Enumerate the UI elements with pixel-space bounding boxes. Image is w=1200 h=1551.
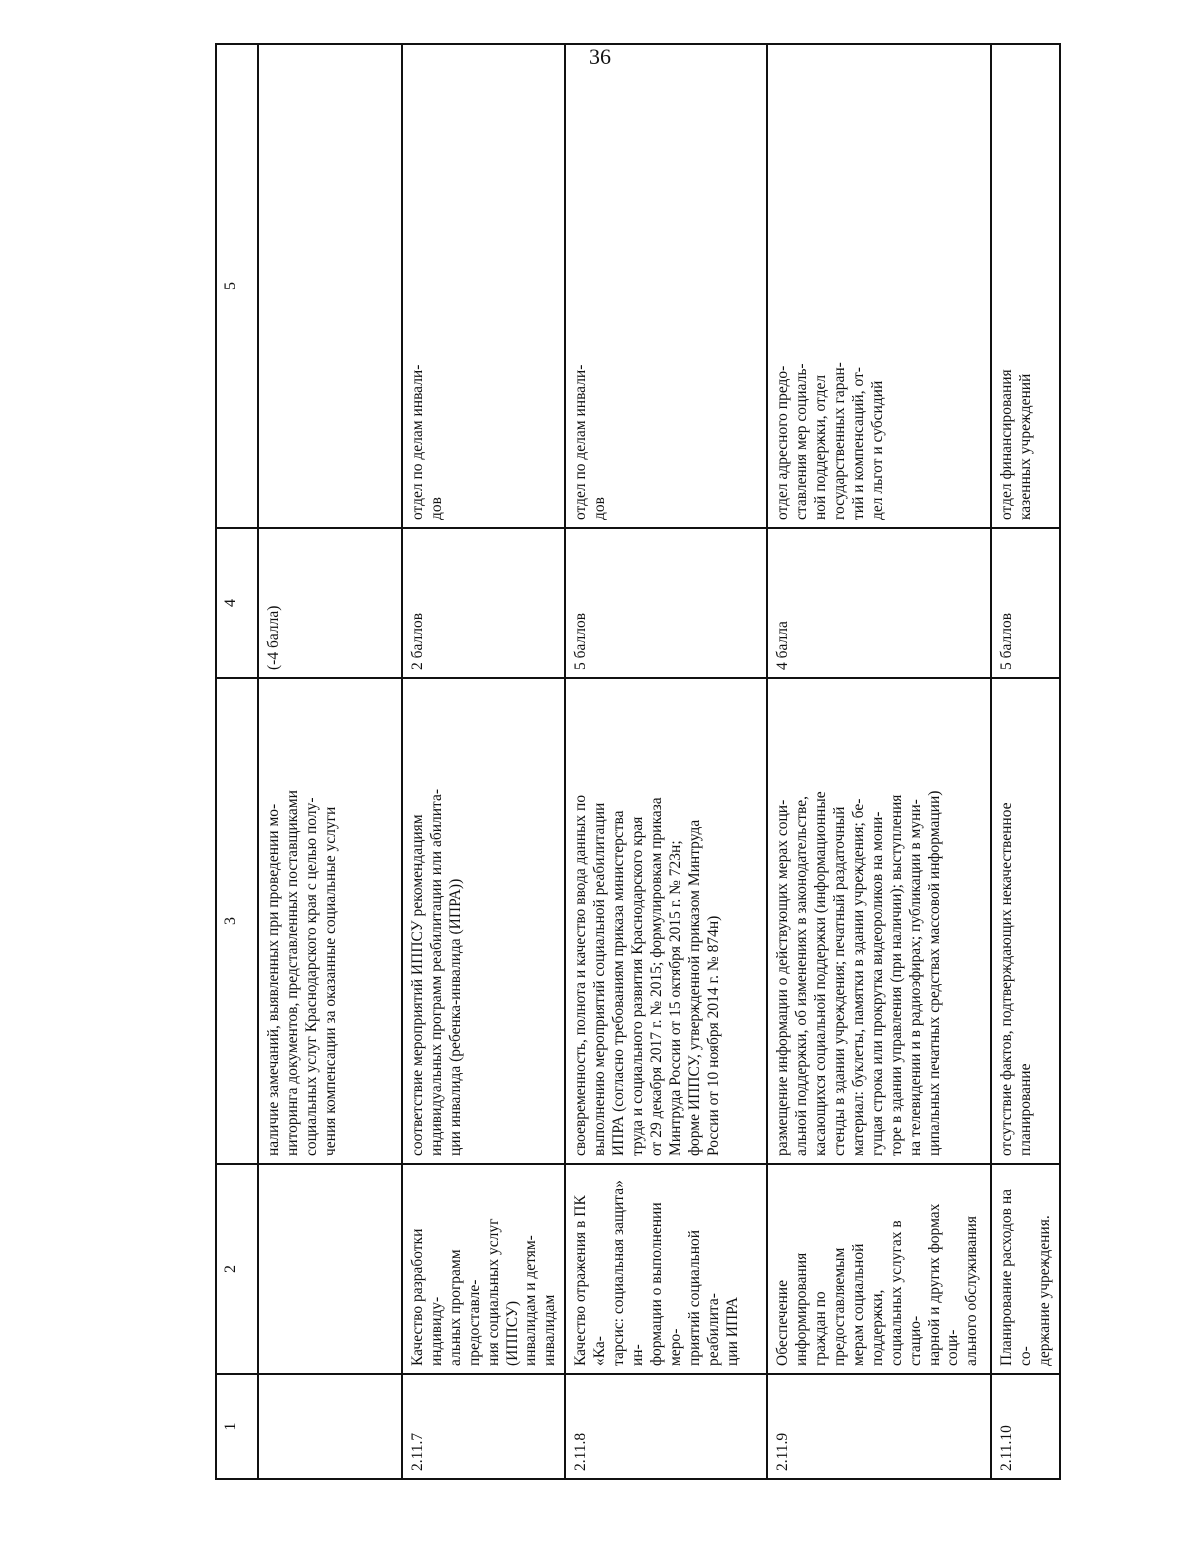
row-criteria: своевременность, полнота и качество ввода данных по выполнению мероприятий социальной реабилитации ИПРА (согласно требованиям приказа министерства труда и социального развития Краснодарского края от 29 декабря 2017 г. № 2015; формулировкам приказа Минтруда России от 15 октября 2015 г. № 723н; форме ИППСУ, утвержденной приказом Минтруда России от 10 ноября 2014 г. № 874н) [565, 678, 767, 1164]
row-responsible: отдел финансирования казенных учреждений [991, 44, 1060, 528]
row-criteria: наличие замечаний, выявленных при проведении мо- ниторинга документов, представленных поставщиками социальных услуг Краснодарского края с целью полу- чения компенсации за оказанные социальные услуги [258, 678, 402, 1164]
table-row [402, 44, 565, 1479]
row-score: 5 баллов [991, 528, 1060, 678]
rotated-table-container [215, 95, 1100, 1480]
page-number: 36 [589, 44, 611, 69]
header-col-2: 2 [216, 1164, 258, 1374]
row-code: 2.11.10 [991, 1374, 1060, 1479]
header-col-1: 1 [216, 1374, 258, 1479]
row-criteria: отсутствие фактов, подтверждающих некачественное планирование [991, 678, 1060, 1164]
row-responsible [258, 44, 402, 528]
row-score: 4 балла [767, 528, 991, 678]
row-code: 2.11.7 [402, 1374, 565, 1479]
row-code: 2.11.8 [565, 1374, 767, 1479]
row-score: 5 баллов [565, 528, 767, 678]
table-row [258, 44, 402, 1479]
row-score: 2 баллов [402, 528, 565, 678]
row-indicator: Качество отражения в ПК «Ка- тарсис: социальная защита» ин- формации о выполнении меро- приятий социальной реабилита- ции ИПРА [565, 1164, 767, 1374]
row-score: (-4 балла) [258, 528, 402, 678]
header-col-3: 3 [216, 678, 258, 1164]
row-code [258, 1374, 402, 1479]
table-row [991, 44, 1060, 1479]
row-indicator: Качество разработки индивиду- альных программ предоставле- ния социальных услуг (ИППСУ) инвалидам и детям-инвалидам [402, 1164, 565, 1374]
header-row [216, 44, 258, 1479]
row-responsible: отдел по делам инвали- дов [402, 44, 565, 528]
row-code: 2.11.9 [767, 1374, 991, 1479]
row-criteria: соответствие мероприятий ИППСУ рекомендациям индивидуальных программ реабилитации или абилита- ции инвалида (ребенка-инвалида (ИПРА)) [402, 678, 565, 1164]
row-criteria: размещение информации о действующих мерах соци- альной поддержки, об изменениях в законодательстве, касающихся социальной поддержки (информационные стенды в здании учреждения; печатный раздаточный материал: буклеты, памятки в здании учреждения; бе- гущая строка или прокрутка видеороликов на мони- торе в здании управления (при наличии); выступления на телевидении и в радиоэфирах; публикации в муни- ципальных печатных средствах массовой информации) [767, 678, 991, 1164]
table-row [565, 44, 767, 1479]
row-indicator: Планирование расходов на со- держание учреждения. [991, 1164, 1060, 1374]
row-indicator [258, 1164, 402, 1374]
header-col-5: 5 [216, 44, 258, 528]
row-indicator: Обеспечение информирования граждан по предоставляемым мерам социальной поддержки, социальных услугах в стацио- нарной и других формах соци- ального обслуживания [767, 1164, 991, 1374]
row-responsible: отдел адресного предо- ставления мер социаль- ной поддержки, отдел государственных гаран- тий и компенсаций, от- дел льгот и субсидий [767, 44, 991, 528]
table-row [767, 44, 991, 1479]
header-col-4: 4 [216, 528, 258, 678]
row-responsible: отдел по делам инвали- дов [565, 44, 767, 528]
criteria-table [215, 43, 1061, 1480]
